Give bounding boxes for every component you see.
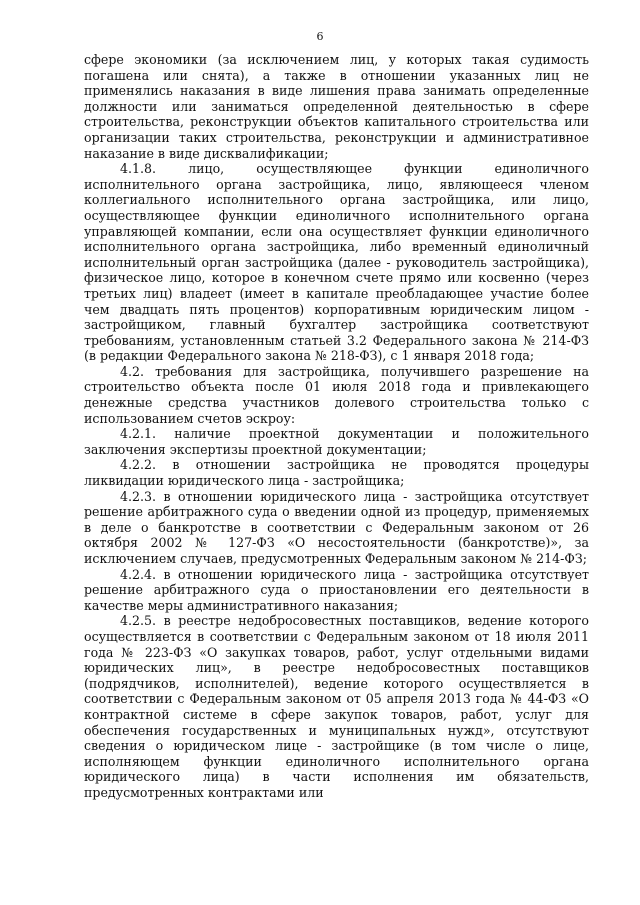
paragraph-4-2: 4.2. требования для застройщика, получившего разрешение на строительство объекта после 01 июля 2018 года и привлекающего денежные средства участников долевого строительства только с использованием счетов эскроу: <box>84 363 589 426</box>
paragraph-4-1-8: 4.1.8. лицо, осуществляющее функции единоличного исполнительного органа застройщика, лицо, являющееся членом коллегиального исполнительного органа застройщика, или лицо, осуществляющее функции единоличного исполнительного органа управляющей компании, если она осуществляет функции единоличного исполнительного органа застройщика, либо временный единоличный исполнительный орган застройщика (далее - руководитель застройщика), физическое лицо, которое в конечном счете прямо или косвенно (через третьих лиц) владеет (имеет в капитале преобладающее участие более чем двадцать пять процентов) корпоративным юридическим лицом - застройщиком, главный бухгалтер застройщика соответствуют требованиям, установленным статьей 3.2 Федерального закона № 214-ФЗ (в редакции Федерального закона № 218-ФЗ), с 1 января 2018 года; <box>84 161 589 364</box>
paragraph-4-2-4: 4.2.4. в отношении юридического лица - застройщика отсутствует решение арбитражного суда о приостановлении его деятельности в качестве меры административного наказания; <box>84 566 589 613</box>
page-number: 6 <box>316 30 324 43</box>
paragraph-continuation: сфере экономики (за исключением лиц, у которых такая судимость погашена или снята), а также в отношении указанных лиц не применялись наказания в виде лишения права занимать определенные должности или заниматься определенной деятельностью в сфере строительства, реконструкции объектов капитального строительства или организации таких строительства, реконструкции и административное наказание в виде дисквалификации; <box>84 52 589 161</box>
paragraph-4-2-2: 4.2.2. в отношении застройщика не проводятся процедуры ликвидации юридического лица - застройщика; <box>84 457 589 489</box>
paragraph-4-2-3: 4.2.3. в отношении юридического лица - застройщика отсутствует решение арбитражного суда о введении одной из процедур, применяемых в деле о банкротстве в соответствии с Федеральным законом от 26 октября 2002 № 127-ФЗ «О несостоятельности (банкротстве)», за исключением случаев, предусмотренных Федеральным законом № 214-ФЗ; <box>84 488 589 566</box>
paragraph-4-2-1: 4.2.1. наличие проектной документации и положительного заключения экспертизы проектной документации; <box>84 426 589 457</box>
document-body <box>84 52 589 801</box>
paragraph-4-2-5: 4.2.5. в реестре недобросовестных поставщиков, ведение которого осуществляется в соответствии с Федеральным законом от 18 июля 2011 года № 223-ФЗ «О закупках товаров, работ, услуг отдельными видами юридических лиц», в реестре недобросовестных поставщиков (подрядчиков, исполнителей), ведение которого осуществляется в соответствии с Федеральным законом от 05 апреля 2013 года № 44-ФЗ «О контрактной системе в сфере закупок товаров, работ, услуг для обеспечения государственных и муниципальных нужд», отсутствуют сведения о юридическом лице - застройщике (в том числе о лице, исполняющем функции единоличного исполнительного органа юридического лица) в части исполнения им обязательств, предусмотренных контрактами или <box>84 613 589 800</box>
